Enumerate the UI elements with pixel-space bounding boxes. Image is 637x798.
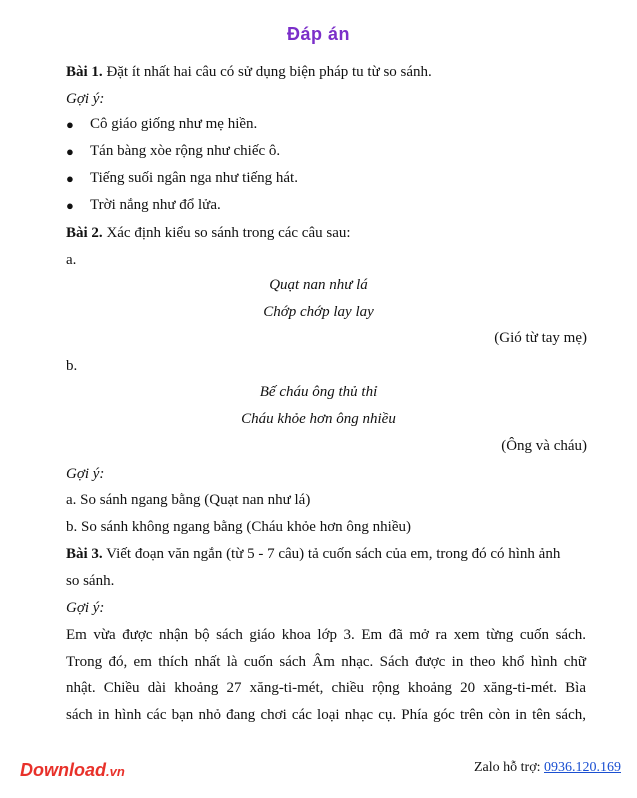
bai1-text: Đặt ít nhất hai câu có sử dụng biện pháp tu từ so sánh. — [102, 64, 432, 80]
zalo-support — [474, 760, 621, 776]
bullet-icon: ● — [66, 198, 74, 213]
bai1-item: Tán bàng xòe rộng như chiếc ô. — [90, 143, 281, 159]
bai3-heading — [66, 545, 560, 563]
bai3-hint: Gợi ý: — [66, 600, 105, 616]
poem-b-line: Cháu khỏe hơn ông nhiều — [241, 411, 396, 427]
bai2-label: Bài 2. — [66, 225, 103, 241]
poem-b-source: (Ông và cháu) — [501, 438, 587, 454]
zalo-phone-link[interactable]: 0936.120.169 — [544, 760, 621, 775]
paragraph-line: sách in hình các bạn nhỏ đang chơi các loại nhạc cụ. Phía góc trên còn in tên sách, — [66, 706, 586, 723]
bai2-a-label: a. — [66, 252, 77, 268]
paragraph-line: Em vừa được nhận bộ sách giáo khoa lớp 3. Em đã mở ra xem từng cuốn sách. — [66, 627, 586, 643]
bai1-item: Trời nắng như đổ lửa. — [90, 197, 221, 213]
bai3-text-cont: so sánh. — [66, 573, 115, 589]
bai1-item: Cô giáo giống như mẹ hiền. — [90, 116, 258, 132]
bullet-icon: ● — [66, 171, 74, 186]
paragraph-line: Trong đó, em thích nhất là cuốn sách Âm nhạc. Sách được in theo khổ hình chữ — [66, 653, 586, 670]
bai1-hint: Gợi ý: — [66, 91, 105, 107]
bullet-icon: ● — [66, 117, 74, 132]
bai1-label: Bài 1. — [66, 64, 103, 80]
poem-a-source: (Gió từ tay mẹ) — [494, 330, 587, 346]
bai3-label: Bài 3. — [66, 546, 103, 562]
download-logo[interactable]: Download.vn — [20, 760, 125, 780]
bai2-heading — [66, 224, 351, 242]
poem-b-line: Bế cháu ông thủ thỉ — [259, 384, 378, 400]
bai3-paragraph — [66, 622, 586, 728]
bai2-text: Xác định kiểu so sánh trong các câu sau: — [102, 225, 351, 241]
page-title: Đáp án — [286, 24, 350, 44]
paragraph-line: nhật. Chiều dài khoảng 27 xăng-ti-mét, chiều rộng khoảng 20 xăng-ti-mét. Bìa — [66, 680, 586, 696]
bai2-b-label: b. — [66, 358, 78, 374]
bai2-answer-a: a. So sánh ngang bằng (Quạt nan như lá) — [66, 492, 311, 508]
bullet-icon: ● — [66, 144, 74, 159]
bai1-item: Tiếng suối ngân nga như tiếng hát. — [90, 170, 298, 186]
bai2-answer-b: b. So sánh không ngang bằng (Cháu khỏe hơn ông nhiều) — [66, 519, 411, 535]
zalo-label: Zalo hỗ trợ: — [474, 760, 544, 775]
bai3-text: Viết đoạn văn ngắn (từ 5 - 7 câu) tả cuốn sách của em, trong đó có hình ảnh — [102, 546, 561, 562]
bai1-heading — [66, 63, 432, 81]
poem-a-line: Quạt nan như lá — [269, 277, 368, 293]
poem-a-line: Chớp chớp lay lay — [263, 304, 374, 320]
bai2-hint: Gợi ý: — [66, 466, 105, 482]
